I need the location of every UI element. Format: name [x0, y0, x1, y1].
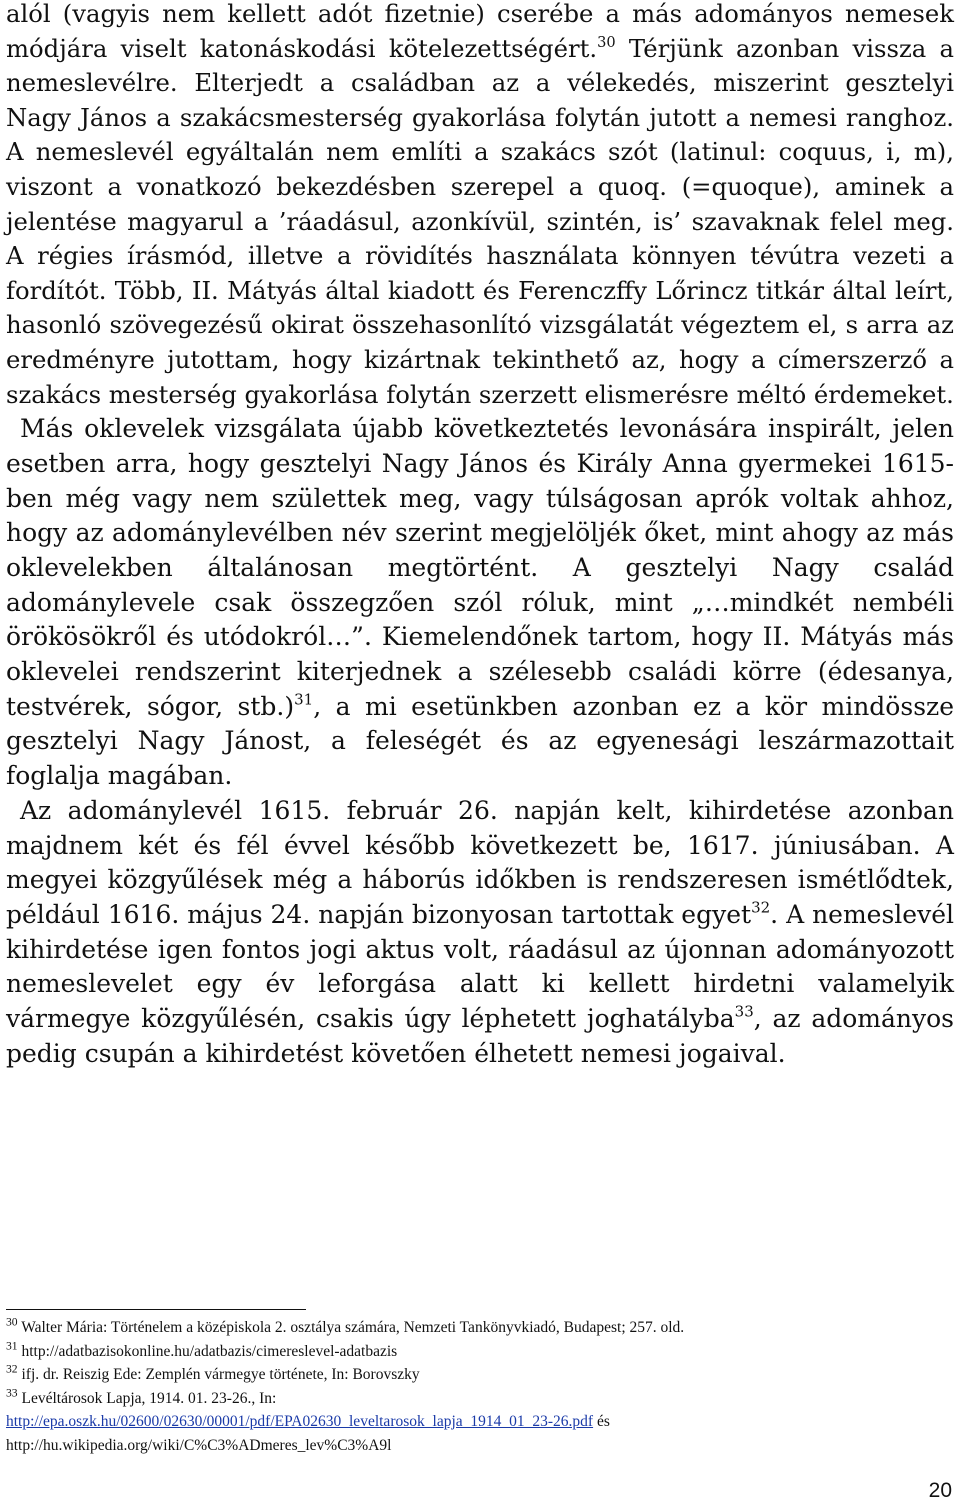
paragraph-3: [6, 794, 954, 1072]
footnotes-section: [6, 1309, 954, 1457]
paragraph-2-text-a: Más oklevelek vizsgálata újabb következtetés levonására inspirált, jelen esetben arra, hogy gesztelyi Nagy János és Király Anna gyermekei 1615-ben még vagy nem születtek meg, vagy túlságosan aprók voltak ahhoz, hogy az adománylevélben név szerint megjelöljék őket, mint ahogy az más oklevelekben általánosan megtörtént. A gesztelyi Nagy család adománylevele csak összegzően szól róluk, mint „…mindkét nembéli örökösökről és utódokról…”. Kiemelendőnek tartom, hogy II. Mátyás más oklevelei rendszerint kiterjednek a szélesebb családi körre (édesanya, testvérek, sógor, stb.): [6, 414, 954, 721]
footnote-ref-32[interactable]: 32: [751, 898, 771, 917]
footnote-text: Levéltárosok Lapja, 1914. 01. 23-26., In:: [21, 1389, 277, 1407]
paragraph-2: [6, 412, 954, 794]
footnote-33: [6, 1387, 954, 1458]
paragraph-1: [6, 0, 954, 412]
paragraph-3-text-b: . A nemeslevél kihirdetése igen fontos jogi aktus volt, ráadásul az újonnan adományozott nemeslevelet egy év leforgása alatt ki kellett hirdetni valamelyik vármegye közgyűlésén, csakis úgy léphetett joghatályba: [6, 899, 955, 1034]
footnote-text: ifj. dr. Reiszig Ede: Zemplén vármegye története, In: Borovszky: [21, 1366, 420, 1383]
footnote-ref-30[interactable]: 30: [597, 33, 616, 51]
footnote-number: 32: [6, 1362, 18, 1376]
footnote-ref-31[interactable]: 31: [294, 690, 314, 709]
footnote-number: 31: [6, 1339, 18, 1353]
paragraph-3-text-c: , az adományos pedig csupán a kihirdetést követően élhetett nemesi jogaival.: [6, 1004, 955, 1068]
footnote-number: 30: [6, 1315, 18, 1329]
footnote-32: [6, 1363, 954, 1387]
footnote-separator: [6, 1309, 306, 1310]
footnote-number: 33: [6, 1386, 18, 1400]
paragraph-2-text-b: , a mi esetünkben azonban ez a kör mindössze gesztelyi Nagy Jánost, a feleségét és az egyenesági leszármazottait foglalja magában.: [6, 691, 954, 791]
paragraph-3-text-a: Az adománylevél 1615. február 26. napján kelt, kihirdetése azonban majdnem két és fél évvel később következett be, 1617. júniusában. A megyei közgyűlések még a háborús időkben is rendszeresen ismétlődtek, például 1616. május 24. napján bizonyosan tartottak egyet: [6, 795, 954, 929]
wikipedia-url-text: http://hu.wikipedia.org/wiki/C%C3%ADmeres_lev%C3%A9l: [6, 1436, 392, 1454]
footnote-text-conjunction: és: [593, 1413, 610, 1430]
paragraph-1-text-a: alól (vagyis nem kellett adót fizetnie) cserébe a más adományos nemesek módjára viselt katonáskodási kötelezettségért.: [6, 0, 954, 63]
epa-oszk-link[interactable]: http://epa.oszk.hu/02600/02630/00001/pdf/EPA02630_leveltarosok_lapja_1914_01_23-26.pdf: [6, 1413, 594, 1430]
footnote-text: Walter Mária: Történelem a középiskola 2. osztálya számára, Nemzeti Tankönyvkiadó, Budapest; 257. old.: [21, 1319, 685, 1336]
document-page: [6, 0, 954, 1508]
footnote-30: [6, 1316, 954, 1340]
paragraph-1-text-b: Térjünk azonban vissza a nemeslevélre. Elterjedt a családban az a vélekedés, miszerint gesztelyi Nagy János a szakácsmesterség gyakorlása folytán jutott a nemesi ranghoz. A nemeslevél egyáltalán nem említi a szakács szót (latinul: coquus, i, m), viszont a vonatkozó bekezdésben szerepel a quoq. (=quoque), aminek a jelentése magyarul a ’ráadásul, azonkívül, szintén, is’ szavaknak felel meg. A régies írásmód, illetve a rövidítés használata könnyen tévútra vezeti a fordítót. Több, II. Mátyás által kiadott és Ferenczffy Lőrincz titkár által leírt, hasonló szövegezésű okirat összehasonlító vizsgálatát végeztem el, s arra az eredményre jutottam, hogy kizártnak tekinthető az, hogy a címerszerző a szakács mesterség gyakorlása folytán szerzett elismerésre méltó érdemeket.: [6, 33, 955, 409]
page-number: 20: [928, 1479, 952, 1502]
footnote-31: [6, 1340, 954, 1364]
footnote-text: http://adatbazisokonline.hu/adatbazis/cimereslevel-adatbazis: [21, 1342, 398, 1360]
footnote-ref-33[interactable]: 33: [734, 1002, 754, 1021]
